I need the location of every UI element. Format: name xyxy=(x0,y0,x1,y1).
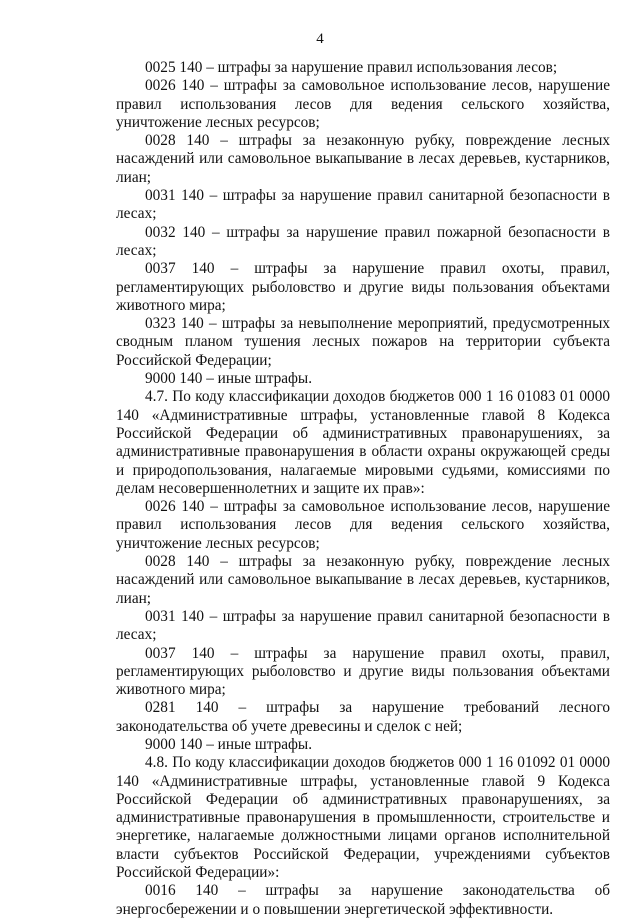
paragraph: 0037 140 – штрафы за нарушение правил охоты, правил, регламентирующих рыболовство и другие виды пользования объектами животного мира; xyxy=(116,644,610,699)
section-paragraph-4-8: 4.8. По коду классификации доходов бюджетов 000 1 16 01092 01 0000 140 «Административные штрафы, установленные главой 9 Кодекса Российской Федерации об административных правонарушениях, за административные правонарушения в промышленности, строительстве и энергетике, налагаемые должностными лицами органов исполнительной власти субъектов Российской Федерации, учреждениями субъектов Российской Федерации»: xyxy=(116,754,610,882)
paragraph: 0031 140 – штрафы за нарушение правил санитарной безопасности в лесах; xyxy=(116,607,610,644)
paragraph: 0028 140 – штрафы за незаконную рубку, повреждение лесных насаждений или самовольное выкапывание в лесах деревьев, кустарников, лиан; xyxy=(116,132,610,186)
paragraph: 0016 140 – штрафы за нарушение законодательства об энергосбережении и о повышении энергетической эффективности. xyxy=(116,882,610,918)
section-paragraph-4-7: 4.7. По коду классификации доходов бюджетов 000 1 16 01083 01 0000 140 «Административные штрафы, установленные главой 8 Кодекса Российской Федерации об административных правонарушениях, за административные правонарушения в области охраны окружающей среды и природопользования, налагаемые мировыми судьями, комиссиями по делам несовершеннолетних и защите их прав»: xyxy=(116,388,610,497)
paragraph: 0026 140 – штрафы за самовольное использование лесов, нарушение правил использования лесов для ведения сельского хозяйства, уничтожение лесных ресурсов; xyxy=(116,77,610,131)
paragraph: 9000 140 – иные штрафы. xyxy=(145,735,313,753)
page-number: 4 xyxy=(316,31,324,47)
paragraph: 0026 140 – штрафы за самовольное использование лесов, нарушение правил использования лесов для ведения сельского хозяйства, уничтожение лесных ресурсов; xyxy=(116,498,610,552)
paragraph: 0037 140 – штрафы за нарушение правил охоты, правил, регламентирующих рыболовство и другие виды пользования объектами животного мира; xyxy=(116,260,610,314)
paragraph: 0032 140 – штрафы за нарушение правил пожарной безопасности в лесах; xyxy=(116,223,610,259)
document-body xyxy=(116,59,610,919)
paragraph: 0031 140 – штрафы за нарушение правил санитарной безопасности в лесах; xyxy=(116,187,610,223)
paragraph: 0025 140 – штрафы за нарушение правил использования лесов; xyxy=(145,59,558,76)
paragraph: 9000 140 – иные штрафы. xyxy=(145,370,313,388)
paragraph: 0028 140 – штрафы за незаконную рубку, повреждение лесных насаждений или самовольное выкапывание в лесах деревьев, кустарников, лиан; xyxy=(116,553,610,607)
paragraph: 0323 140 – штрафы за невыполнение мероприятий, предусмотренных сводным планом тушения лесных пожаров на территории субъекта Российской Федерации; xyxy=(116,315,610,369)
paragraph: 0281 140 – штрафы за нарушение требований лесного законодательства об учете древесины и сделок с ней; xyxy=(116,699,610,735)
